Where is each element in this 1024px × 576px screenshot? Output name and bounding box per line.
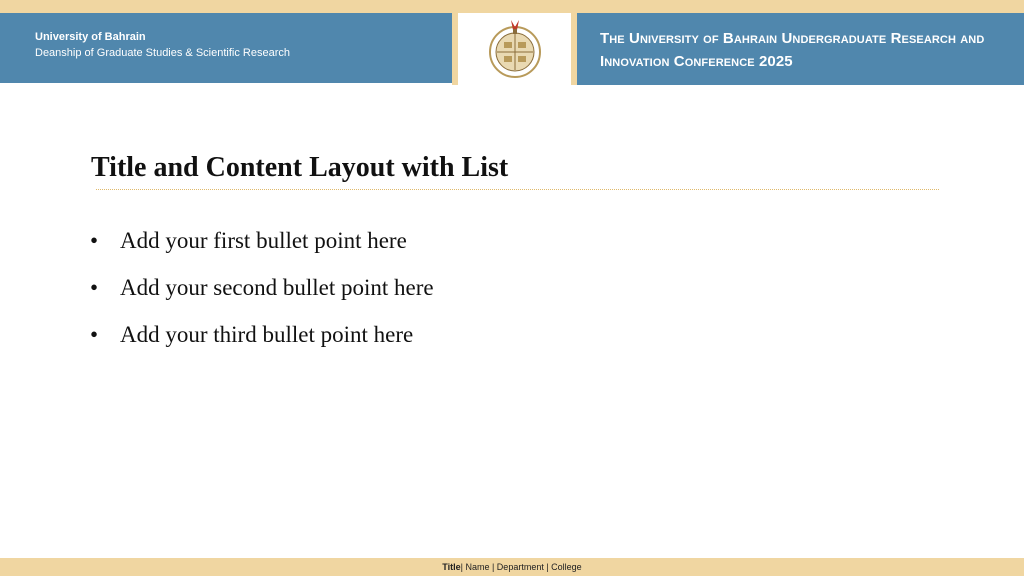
footer-bar: [0, 558, 1024, 576]
title-divider: [96, 189, 939, 190]
university-seal-icon: [487, 18, 543, 80]
logo-box: [458, 13, 571, 85]
bullet-text: Add your second bullet point here: [120, 275, 434, 300]
bullet-marker: •: [90, 322, 99, 347]
bullet-item[interactable]: [90, 228, 434, 275]
bullet-text: Add your first bullet point here: [120, 228, 407, 253]
bullet-item[interactable]: [90, 322, 434, 369]
header-right-panel: [577, 13, 1024, 85]
top-gold-strip: [0, 0, 1024, 13]
deanship-name: Deanship of Graduate Studies & Scientific Research: [35, 47, 290, 59]
footer-details: | Name | Department | College: [460, 562, 582, 572]
bullet-list[interactable]: [90, 228, 434, 369]
footer-text: [0, 562, 1024, 572]
bullet-marker: •: [90, 228, 99, 253]
bullet-item[interactable]: [90, 275, 434, 322]
slide-title[interactable]: Title and Content Layout with List: [91, 152, 509, 183]
university-name: University of Bahrain: [35, 31, 146, 43]
bullet-marker: •: [90, 275, 99, 300]
header-left-panel: [0, 13, 452, 83]
bullet-text: Add your third bullet point here: [120, 322, 414, 347]
conference-title: The University of Bahrain Undergraduate Research and Innovation Conference 2025: [600, 30, 985, 70]
footer-title: Title: [442, 562, 461, 572]
